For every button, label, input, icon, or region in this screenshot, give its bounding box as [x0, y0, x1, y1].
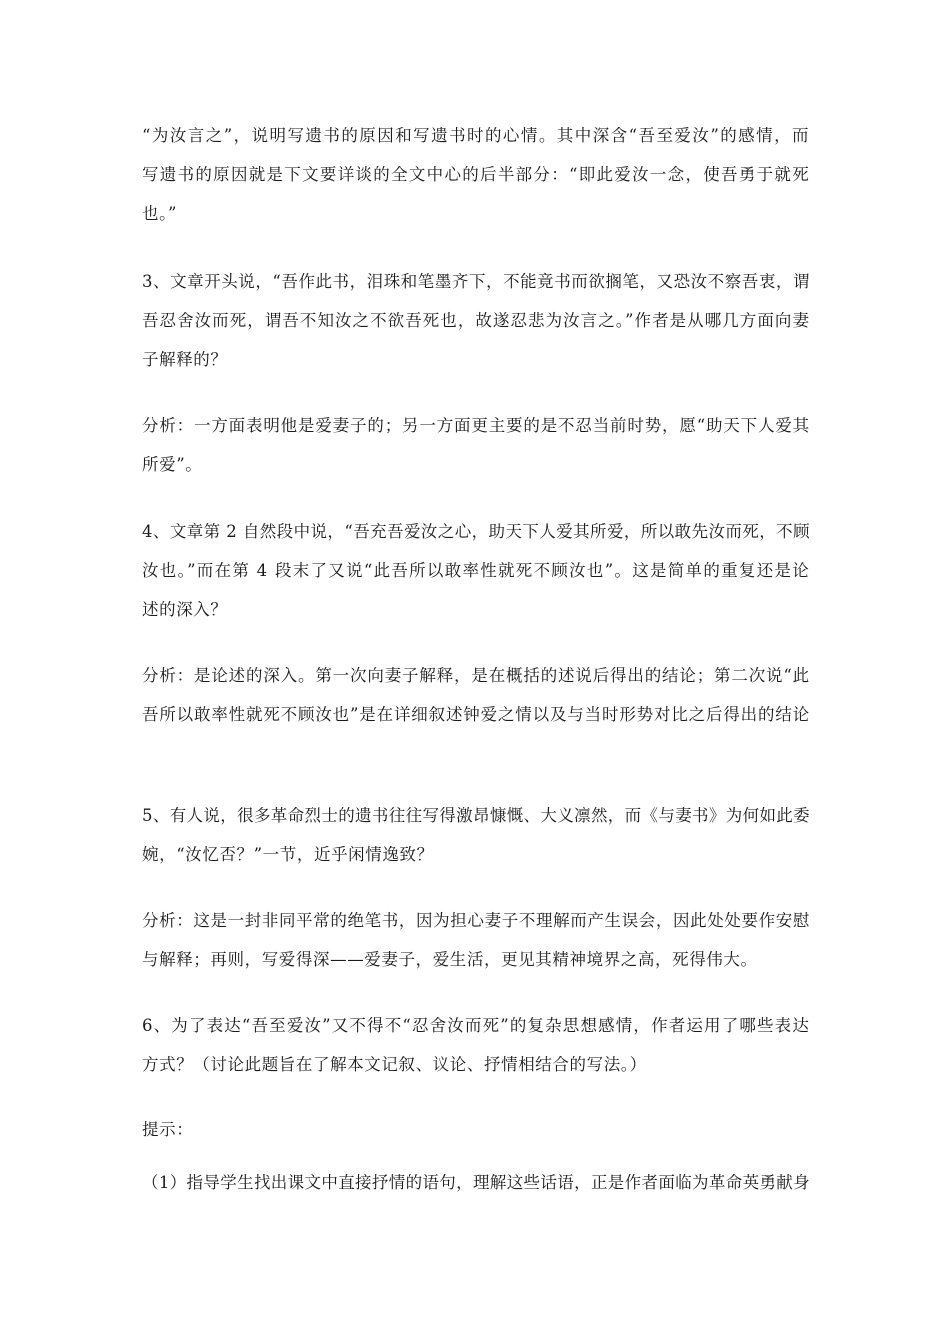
hint-label [142, 1110, 810, 1149]
text-line: 也。” [142, 204, 177, 223]
text-line: 3、文章开头说，“吾作此书，泪珠和笔墨齐下，不能竟书而欲搁笔，又恐汝不察吾衷，谓 [142, 272, 810, 291]
text-line: “为汝言之”，说明写遗书的原因和写遗书时的心情。其中深含“吾至爱汝”的感情，而 [142, 126, 810, 145]
analysis-4 [142, 656, 810, 734]
text-line: 分析：一方面表明他是爱妻子的；另一方面更主要的是不忍当前时势，愿“助天下人爱其 [142, 416, 810, 435]
text-line: 分析：是论述的深入。第一次向妻子解释，是在概括的述说后得出的结论；第二次说“此 [142, 666, 810, 685]
text-line: 婉，“汝忆否？”一节，近乎闲情逸致？ [142, 845, 434, 864]
text-line: 5、有人说，很多革命烈士的遗书往往写得激昂慷慨、大义凛然，而《与妻书》为何如此委 [142, 806, 810, 825]
text-line: 6、为了表达“吾至爱汝”又不得不“忍舍汝而死”的复杂思想感情，作者运用了哪些表达 [142, 1016, 810, 1035]
text-line: 写遗书的原因就是下文要详谈的全文中心的后半部分：“即此爱汝一念，使吾勇于就死 [142, 165, 810, 184]
text-line: 子解释的？ [142, 350, 228, 369]
text-line: 分析：这是一封非同平常的绝笔书，因为担心妻子不理解而产生误会，因此处处要作安慰 [142, 911, 810, 930]
text-line: 方式？（讨论此题旨在了解本文记叙、议论、抒情相结合的写法。） [142, 1055, 647, 1074]
question-5 [142, 796, 810, 874]
text-line: 吾所以敢率性就死不顾汝也”是在详细叙述钟爱之情以及与当时形势对比之后得出的结论 [142, 705, 810, 724]
text-line: 提示： [142, 1120, 194, 1139]
text-line: 述的深入？ [142, 600, 228, 619]
text-line: 吾忍舍汝而死，谓吾不知汝之不欲吾死也，故遂忍悲为汝言之。”作者是从哪几方面向妻 [142, 311, 810, 330]
text-line: 与解释；再则，写爱得深——爱妻子，爱生活，更见其精神境界之高，死得伟大。 [142, 950, 758, 969]
text-line: 所爱”。 [142, 455, 203, 474]
text-line: 汝也。”而在第 4 段末了又说“此吾所以敢率性就死不顾汝也”。这是简单的重复还是论 [142, 561, 810, 580]
analysis-5 [142, 901, 810, 979]
question-6 [142, 1006, 810, 1084]
text-line: 4、文章第 2 自然段中说，“吾充吾爱汝之心，助天下人爱其所爱，所以敢先汝而死，不顾 [142, 522, 810, 541]
hint-item-1 [142, 1163, 810, 1202]
paragraph-explanation-intro [142, 116, 810, 233]
text-line: （1）指导学生找出课文中直接抒情的语句，理解这些话语，正是作者面临为革命英勇献身 [142, 1173, 810, 1192]
analysis-3 [142, 406, 810, 484]
question-4 [142, 512, 810, 629]
question-3 [142, 262, 810, 379]
